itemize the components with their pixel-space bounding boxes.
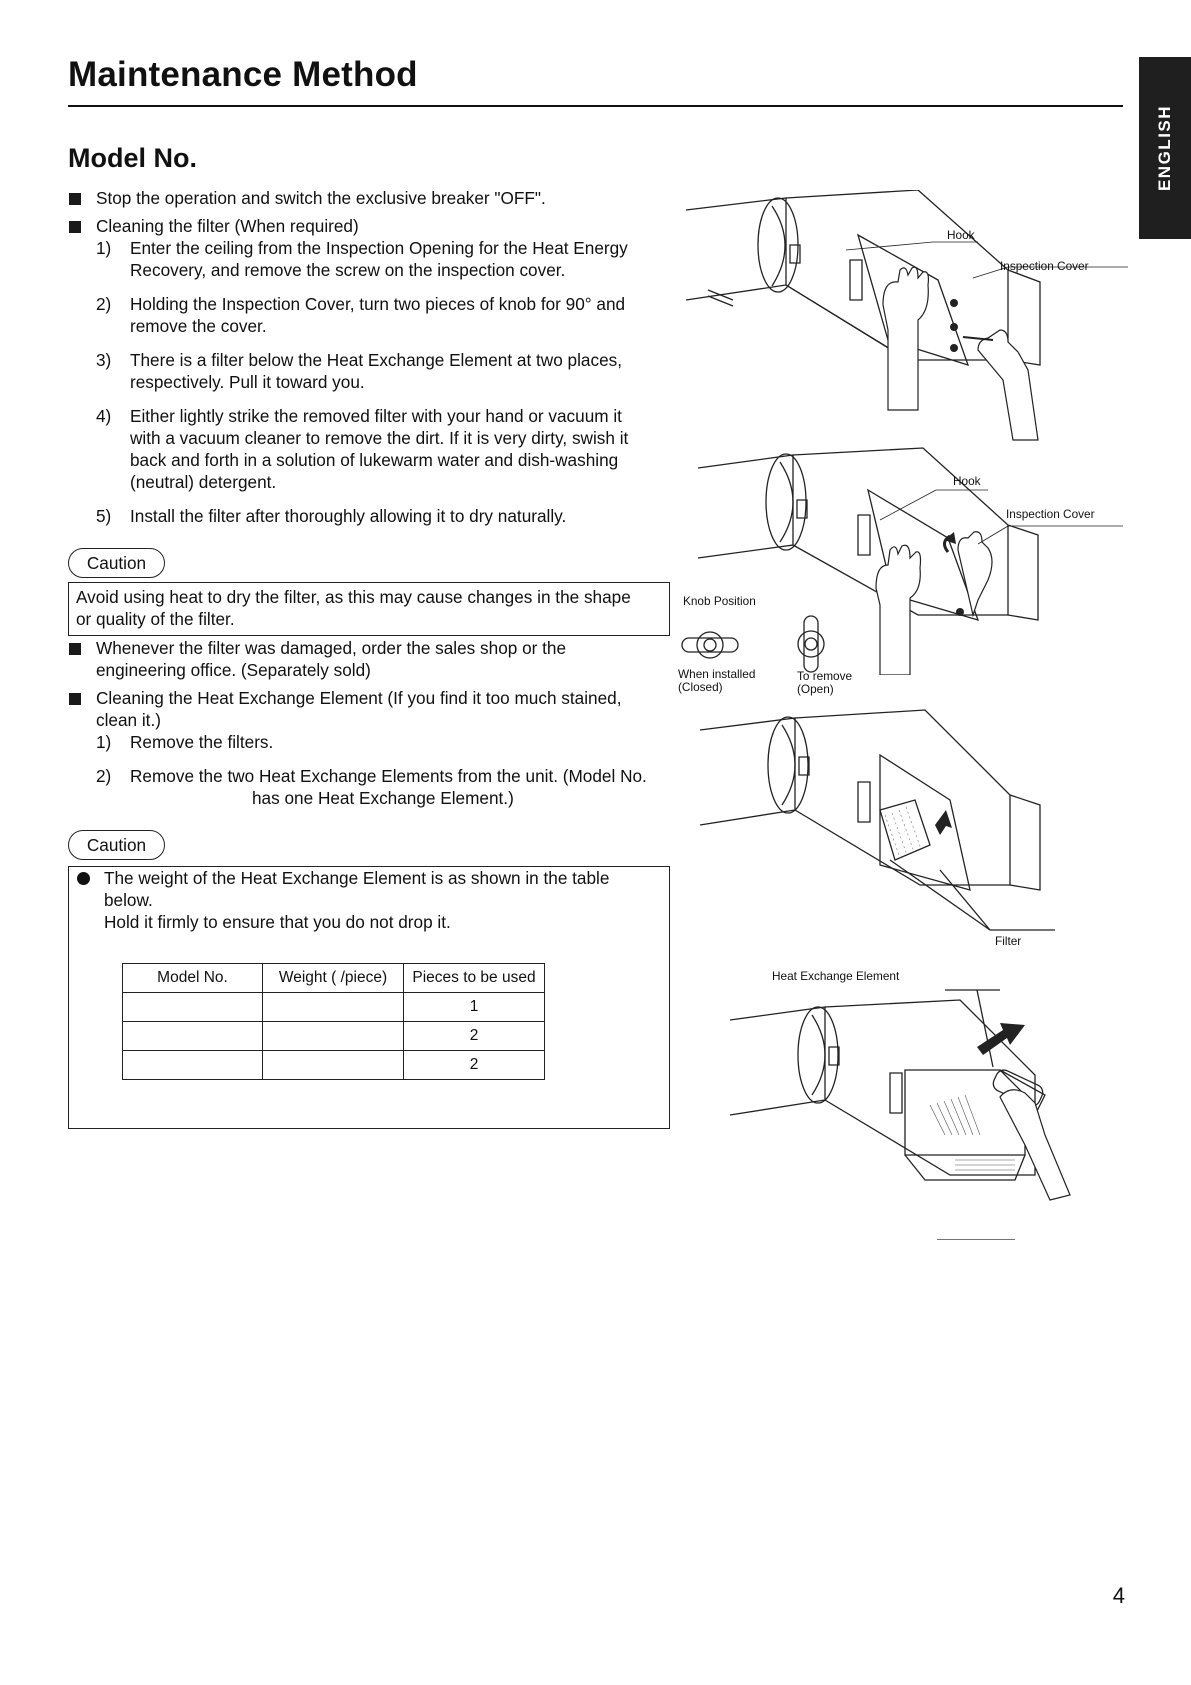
step-number: 3) (96, 350, 112, 370)
step-text: with a vacuum cleaner to remove the dirt. If it is very dirty, swish it (130, 428, 629, 448)
bullet-text: engineering office. (Separately sold) (96, 660, 371, 680)
bullet-text: Stop the operation and switch the exclusive breaker "OFF". (96, 188, 546, 208)
step-text: remove the cover. (130, 316, 267, 336)
step-text: Recovery, and remove the screw on the inspection cover. (130, 260, 566, 280)
table-header-row (123, 964, 545, 993)
caution-box (68, 582, 670, 636)
step-text: (neutral) detergent. (130, 472, 277, 492)
step-number: 5) (96, 506, 112, 526)
knob-closed-label: When installed (678, 667, 756, 681)
language-tab (1139, 57, 1191, 239)
knob-open-icon (798, 616, 824, 672)
table-cell (263, 1022, 404, 1051)
step-text: Install the filter after thoroughly allowing it to dry naturally. (130, 506, 567, 526)
square-bullet-icon (69, 193, 81, 205)
title-divider (68, 105, 1123, 107)
table-cell: 2 (404, 1022, 545, 1051)
round-bullet-icon (77, 872, 90, 885)
weight-table (122, 963, 545, 1080)
page-title: Maintenance Method (68, 55, 418, 94)
step-text: Either lightly strike the removed filter with your hand or vacuum it (130, 406, 622, 426)
square-bullet-icon (69, 221, 81, 233)
knob-open-label: (Open) (797, 682, 834, 696)
step-text: Holding the Inspection Cover, turn two pieces of knob for 90° and (130, 294, 626, 314)
caution-text: Avoid using heat to dry the filter, as this may cause changes in the shape (76, 587, 631, 607)
page-number: 4 (1112, 1583, 1125, 1608)
caution-text: below. (104, 890, 153, 910)
step-number: 1) (96, 732, 112, 752)
table-cell: 2 (404, 1051, 545, 1080)
step-text: Remove the filters. (130, 732, 274, 752)
caution-text: Hold it firmly to ensure that you do not drop it. (104, 912, 451, 932)
table-cell (123, 1022, 263, 1051)
bullet-text: Cleaning the Heat Exchange Element (If you find it too much stained, (96, 688, 622, 708)
figure-label-inspection-cover: Inspection Cover (1006, 507, 1095, 521)
square-bullet-icon (69, 693, 81, 705)
table-cell: 1 (404, 993, 545, 1022)
figure-label-hook: Hook (947, 228, 975, 242)
step-text: There is a filter below the Heat Exchange Element at two places, (130, 350, 623, 370)
step-number: 2) (96, 294, 112, 314)
bullet-text: Cleaning the filter (When required) (96, 216, 359, 236)
table-header-cell: Pieces to be used (404, 964, 545, 993)
table-header-cell: Weight ( /piece) (263, 964, 404, 993)
table-cell (123, 993, 263, 1022)
table-row (123, 1051, 545, 1080)
figure-remove-filter (690, 700, 1070, 955)
knob-closed-icon (682, 632, 738, 658)
bullet-text: clean it.) (96, 710, 161, 730)
caution-label: Caution (68, 830, 165, 860)
step-text: respectively. Pull it toward you. (130, 372, 365, 392)
knob-open-label: To remove (797, 669, 853, 683)
table-cell (123, 1051, 263, 1080)
step-number: 2) (96, 766, 112, 786)
knob-position-label: Knob Position (683, 594, 756, 608)
figure-remove-screw (678, 190, 1128, 445)
section-title: Model No. (68, 143, 197, 173)
bullet-text: Whenever the filter was damaged, order the sales shop or the (96, 638, 567, 658)
table-header-cell: Model No. (123, 964, 263, 993)
step-text: Enter the ceiling from the Inspection Opening for the Heat Energy (130, 238, 628, 258)
step-text: back and forth in a solution of lukewarm water and dish-washing (130, 450, 619, 470)
language-tab-label: ENGLISH (1155, 104, 1174, 192)
caution-text: or quality of the filter. (76, 609, 235, 629)
table-cell (263, 993, 404, 1022)
figure-label-inspection-cover: Inspection Cover (1000, 259, 1089, 273)
caution-label: Caution (68, 548, 165, 578)
figure-label-heat-exchange-element: Heat Exchange Element (772, 969, 900, 983)
figure-remove-element (725, 985, 1085, 1240)
table-row (123, 993, 545, 1022)
step-text: has one Heat Exchange Element.) (252, 788, 514, 808)
step-number: 4) (96, 406, 112, 426)
figure-label-hook: Hook (953, 474, 981, 488)
table-cell (263, 1051, 404, 1080)
knob-closed-label: (Closed) (678, 680, 723, 694)
table-row (123, 1022, 545, 1051)
caution-text: The weight of the Heat Exchange Element is as shown in the table (104, 868, 610, 888)
square-bullet-icon (69, 643, 81, 655)
figure-label-filter: Filter (995, 934, 1022, 948)
step-text: Remove the two Heat Exchange Elements from the unit. (Model No. (130, 766, 647, 786)
step-number: 1) (96, 238, 112, 258)
